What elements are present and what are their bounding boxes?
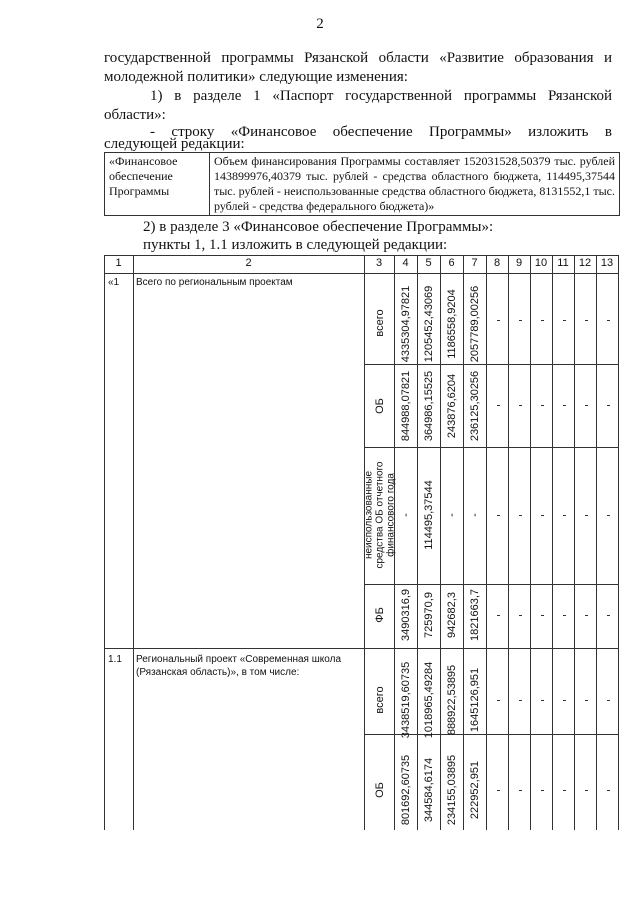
item2-line-1: 2) в разделе 3 «Финансовое обеспечение Программы»: [143,219,494,235]
row1-source-fb: ФБ [374,607,386,623]
table-col-line [574,255,575,830]
table-col-line [530,255,531,830]
empty-cell-dash [519,320,522,321]
intro-line-2: молодежной политики» следующие изменения: [104,69,408,85]
row2-name: Региональный проект «Современная школа (Рязанская область)», в том числе: [136,654,341,678]
row1-fb-y4: 1821663,7 [469,589,481,641]
row2-ob-y1: 801692,60735 [400,754,412,826]
empty-cell-dash [585,790,588,791]
table-subrow-line [364,584,618,585]
empty-cell-dash [607,320,610,321]
empty-cell-dash [519,515,522,516]
row2-ob-y3: 234155,03895 [446,754,458,826]
row1-total-y3: 1186558,9204 [446,289,458,359]
item1-sub-line-1: - строку «Финансовое обеспечение Программы» изложить в [150,124,612,140]
item1-sub-line-2: следующей редакции: [104,136,245,152]
row1-source-total: всего [374,309,386,337]
item2-line-2: пункты 1, 1.1 изложить в следующей редакции: [143,237,448,253]
row2-number: 1.1 [108,654,122,665]
row1-unused-y1: - [400,513,412,517]
table-row-line [104,648,618,649]
empty-cell-dash [607,405,610,406]
header-col-3: 3 [375,257,383,269]
empty-cell-dash [607,615,610,616]
row1-unused-y2: 114495,37544 [423,480,435,550]
empty-cell-dash [497,320,500,321]
passport-text: Объем финансирования Программы составляет 152031528,50379 тыс. рублей 143899976,40379 тыс. рублей - средства областного бюджета, 114495,37544 тыс. рублей - неиспользованные средства областного бюджета, 8131552,1 тыс. рублей - средства федерального бюджета)» [210,153,620,216]
table-row-line [104,255,618,256]
empty-cell-dash [519,700,522,701]
header-col-2: 2 [245,257,252,269]
empty-cell-dash [497,615,500,616]
row1-total-y1: 4335304,97821 [400,285,412,363]
row2-total-y3: 888922,53895 [446,664,458,736]
empty-cell-dash [541,515,544,516]
row1-source-unused: неиспользованные средства ОБ отчетного финансового года [363,461,397,569]
empty-cell-dash [585,700,588,701]
row1-source-ob: ОБ [374,398,386,414]
row2-total-y4: 1645126,951 [469,667,481,733]
table-subrow-line [364,447,618,448]
empty-cell-dash [607,700,610,701]
row2-total-y1: 3438519,60735 [400,661,412,739]
empty-cell-dash [497,700,500,701]
page-number: 2 [316,16,324,32]
empty-cell-dash [541,790,544,791]
row1-unused-y3: - [446,513,458,517]
header-col-10: 10 [534,257,548,269]
header-col-7: 7 [471,257,478,269]
row1-total-y2: 1205452,43069 [423,285,435,363]
row1-ob-y2: 364986,15525 [423,370,435,442]
empty-cell-dash [497,515,500,516]
empty-cell-dash [585,615,588,616]
passport-row [105,153,620,216]
row2-source-total: всего [374,686,386,714]
empty-cell-dash [563,615,566,616]
header-col-8: 8 [493,257,501,269]
table-col-line [508,255,509,830]
table-row-line [104,273,618,274]
table-col-line [133,255,134,830]
item1-line-1: 1) в разделе 1 «Паспорт государственной программы Рязанской [150,88,612,104]
passport-label: «Финансовое обеспечение Программы [105,153,210,216]
empty-cell-dash [497,790,500,791]
row1-ob-y3: 243876,6204 [446,373,458,439]
table-col-line [596,255,597,830]
empty-cell-dash [541,405,544,406]
empty-cell-dash [563,515,566,516]
item1-line-2: области»: [104,107,166,123]
table-col-line [618,255,619,830]
header-col-13: 13 [600,257,614,269]
row1-ob-y1: 844988,07821 [400,370,412,442]
header-col-6: 6 [448,257,455,269]
empty-cell-dash [585,320,588,321]
row1-fb-y3: 942682,3 [446,592,458,638]
empty-cell-dash [607,515,610,516]
header-col-1: 1 [115,257,122,269]
empty-cell-dash [585,515,588,516]
empty-cell-dash [519,405,522,406]
empty-cell-dash [563,790,566,791]
table-col-line [486,255,487,830]
empty-cell-dash [519,615,522,616]
empty-cell-dash [541,320,544,321]
header-col-12: 12 [578,257,592,269]
row1-unused-y4: - [469,513,481,517]
row1-ob-y4: 236125,30256 [469,370,481,442]
table-col-line [104,255,105,830]
empty-cell-dash [497,405,500,406]
table-col-line [552,255,553,830]
table-subrow-line [364,364,618,365]
empty-cell-dash [563,405,566,406]
row1-fb-y2: 725970,9 [423,592,435,638]
row1-number: «1 [108,277,120,288]
row2-total-y2: 1018965,49284 [423,661,435,739]
empty-cell-dash [563,320,566,321]
row1-name: Всего по региональным проектам [136,277,293,288]
row2-ob-y2: 344584,6174 [423,757,435,823]
row1-fb-y1: 3490316,9 [400,589,412,641]
intro-line-1: государственной программы Рязанской области «Развитие образования и [104,50,612,66]
table-col-line [417,255,418,830]
header-col-4: 4 [402,257,409,269]
header-col-5: 5 [425,257,432,269]
empty-cell-dash [585,405,588,406]
empty-cell-dash [541,615,544,616]
empty-cell-dash [519,790,522,791]
table-col-line [440,255,441,830]
empty-cell-dash [541,700,544,701]
row2-ob-y4: 222952,951 [469,760,481,820]
header-col-11: 11 [557,257,569,269]
empty-cell-dash [563,700,566,701]
row2-source-ob: ОБ [374,782,386,798]
table-col-line [463,255,464,830]
row1-total-y4: 2057789,00256 [469,285,481,363]
header-col-9: 9 [515,257,523,269]
empty-cell-dash [607,790,610,791]
passport-table [104,152,620,216]
